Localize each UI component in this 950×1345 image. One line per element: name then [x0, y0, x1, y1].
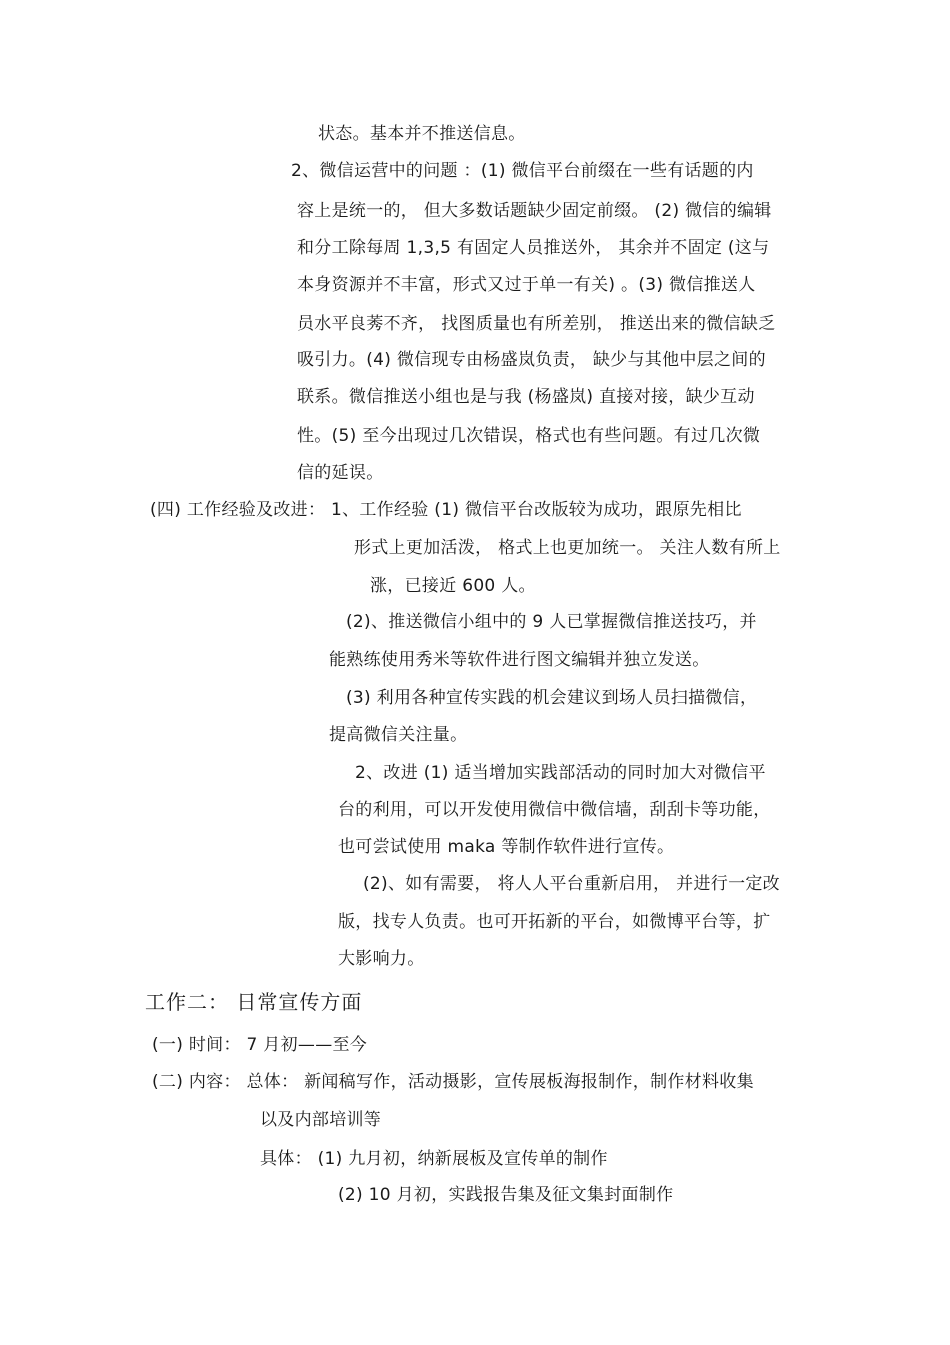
text-line: 台的利用，可以开发使用微信中微信墙，刮刮卡等功能， — [338, 800, 771, 820]
text-line: 以及内部培训等 — [260, 1110, 382, 1130]
text-line: (二) 内容： 总体： 新闻稿写作，活动摄影，宣传展板海报制作，制作材料收集 — [152, 1072, 754, 1092]
text-line: 涨，已接近 600 人。 — [370, 576, 536, 596]
text-line: 员水平良莠不齐， 找图质量也有所差别， 推送出来的微信缺乏 — [297, 314, 776, 334]
text-line: 2、改进 (1) 适当增加实践部活动的同时加大对微信平 — [355, 763, 766, 783]
text-line: (2)、如有需要， 将人人平台重新启用， 并进行一定改 — [363, 874, 780, 894]
text-line: 吸引力。(4) 微信现专由杨盛岚负责， 缺少与其他中层之间的 — [297, 350, 766, 370]
text-line: 本身资源并不丰富，形式又过于单一有关) 。(3) 微信推送人 — [297, 275, 756, 295]
text-line: 2、微信运营中的问题 ：(1) 微信平台前缀在一些有话题的内 — [291, 161, 754, 181]
text-line: 状态。基本并不推送信息。 — [318, 124, 526, 144]
text-line: (一) 时间： 7 月初——至今 — [152, 1035, 368, 1055]
text-line: 版，找专人负责。也可开拓新的平台，如微博平台等，扩 — [338, 912, 771, 932]
text-line: (2) 10 月初，实践报告集及征文集封面制作 — [338, 1185, 674, 1205]
text-line: (3) 利用各种宣传实践的机会建议到场人员扫描微信， — [346, 688, 758, 708]
text-line: 大影响力。 — [338, 949, 425, 969]
text-line: 提高微信关注量。 — [329, 725, 468, 745]
text-line: 形式上更加活泼， 格式上也更加统一。 关注人数有所上 — [354, 538, 781, 558]
section-heading: 工作二： 日常宣传方面 — [145, 990, 363, 1014]
text-line: 容上是统一的， 但大多数话题缺少固定前缀。 (2) 微信的编辑 — [297, 201, 772, 221]
text-line: 性。(5) 至今出现过几次错误，格式也有些问题。有过几次微 — [297, 426, 761, 446]
text-line: 也可尝试使用 maka 等制作软件进行宣传。 — [338, 837, 675, 857]
text-line: 具体： (1) 九月初，纳新展板及宣传单的制作 — [260, 1149, 608, 1169]
text-line: (2)、推送微信小组中的 9 人已掌握微信推送技巧，并 — [346, 612, 757, 632]
text-line: 信的延误。 — [297, 463, 384, 483]
text-line: 能熟练使用秀米等软件进行图文编辑并独立发送。 — [329, 650, 710, 670]
text-line: 联系。微信推送小组也是与我 (杨盛岚) 直接对接，缺少互动 — [297, 387, 755, 407]
text-line: (四) 工作经验及改进： 1、工作经验 (1) 微信平台改版较为成功，跟原先相比 — [150, 500, 742, 520]
text-line: 和分工除每周 1,3,5 有固定人员推送外， 其余并不固定 (这与 — [297, 238, 770, 258]
